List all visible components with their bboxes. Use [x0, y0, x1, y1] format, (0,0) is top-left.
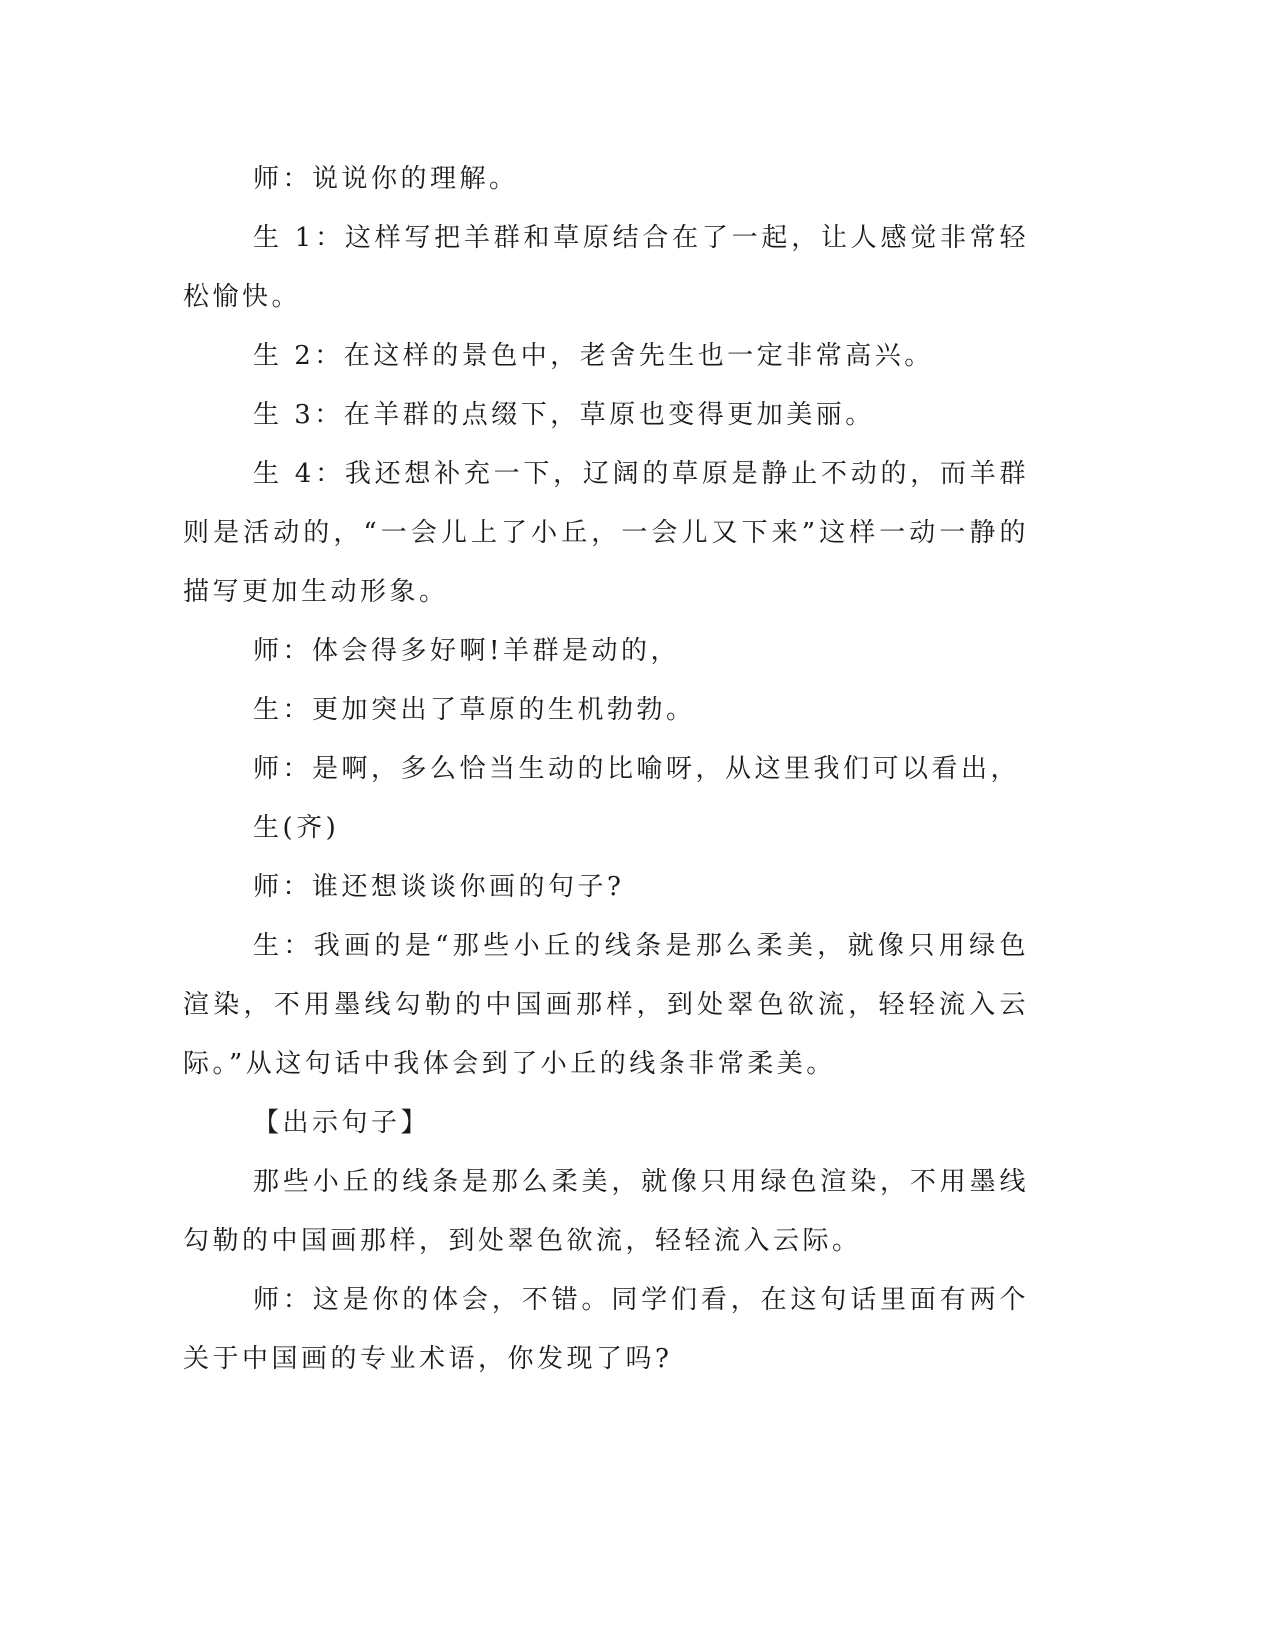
- paragraph-student-1: 生 1：这样写把羊群和草原结合在了一起，让人感觉非常轻松愉快。: [183, 223, 1029, 312]
- paragraph-student-2: 生 2：在这样的景色中，老舍先生也一定非常高兴。: [253, 341, 934, 371]
- paragraph-quoted-sentence: 那些小丘的线条是那么柔美，就像只用绿色渲染，不用墨线勾勒的中国画那样，到处翠色欲流，轻轻流入云际。: [183, 1167, 1029, 1256]
- paragraph-students-chorus: 生(齐): [253, 813, 340, 843]
- paragraph-student-3: 生 3：在羊群的点缀下，草原也变得更加美丽。: [253, 400, 875, 430]
- paragraph-student-4: 生 4：我还想补充一下，辽阔的草原是静止不动的，而羊群则是活动的，“一会儿上了小丘，一会儿又下来”这样一动一静的描写更加生动形象。: [183, 459, 1029, 607]
- paragraph-teacher-metaphor: 师：是啊，多么恰当生动的比喻呀，从这里我们可以看出，: [253, 754, 1021, 784]
- paragraph-teacher-praise: 师：体会得多好啊!羊群是动的，: [253, 636, 680, 666]
- paragraph-teacher-terms: 师：这是你的体会，不错。同学们看，在这句话里面有两个关于中国画的专业术语，你发现了吗?: [183, 1285, 1029, 1374]
- paragraph-student-answer: 生：更加突出了草原的生机勃勃。: [253, 695, 696, 725]
- paragraph-teacher-question: 师：谁还想谈谈你画的句子?: [253, 872, 625, 902]
- paragraph-teacher-prompt: 师：说说你的理解。: [253, 164, 519, 194]
- document-page: [183, 150, 1029, 1389]
- paragraph-student-sentence: 生：我画的是“那些小丘的线条是那么柔美，就像只用绿色渲染，不用墨线勾勒的中国画那样，到处翠色欲流，轻轻流入云际。”从这句话中我体会到了小丘的线条非常柔美。: [183, 931, 1029, 1079]
- paragraph-show-sentence-heading: 【出示句子】: [253, 1108, 431, 1138]
